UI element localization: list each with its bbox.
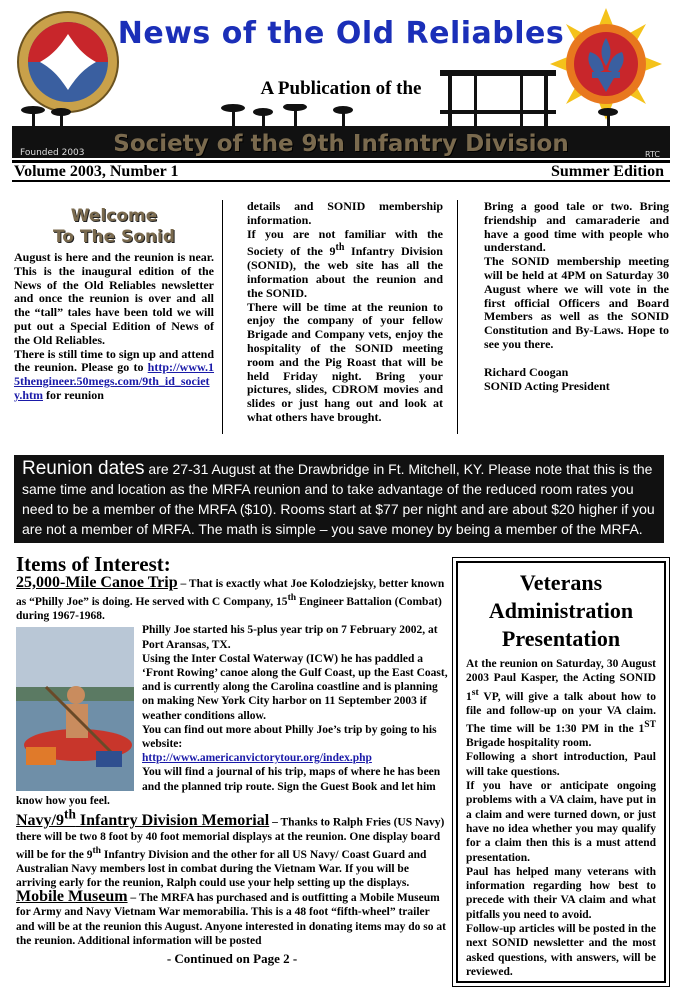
items-heading: Items of Interest:	[16, 552, 171, 576]
welcome-paragraph: There will be time at the reunion to enjoy the company of your fellow Brigade and Company vets, enjoy the hospitality of the SONID meeting room and the Pig Roast that will be held Friday night. Bring your pictures, slides, CDROM movies and slides or just hang out and look at what others have brought.	[247, 299, 443, 424]
mobile-museum-article: Mobile Museum – The MRFA has purchased and is outfitting a Mobile Museum for Army and Navy Vietnam War memorabilia. This is a 48 foot “fifth-wheel” trailer and will be at the reunion this August. Anyone interested in donating items may do so at the reunion. Additional information will be posted	[16, 888, 446, 947]
welcome-column-3	[484, 200, 669, 393]
issue-info-bar	[12, 160, 670, 182]
signature-title: SONID Acting President	[484, 378, 610, 393]
va-presentation-box	[452, 557, 670, 987]
palm-tree-silhouette-art	[12, 104, 670, 128]
welcome-signup-paragraph: There is still time to sign up and attend the reunion. Please go to http://www.15thengineer.50megs.com/9th_id_society.htm for reunion	[14, 346, 215, 402]
navy-memorial-title: Navy/9th Infantry Division Memorial	[16, 807, 270, 830]
column-divider	[222, 200, 223, 434]
canoe-trip-website-link[interactable]: http://www.americanvictorytour.org/index.php	[142, 752, 372, 765]
reunion-dates-bar	[14, 455, 664, 543]
welcome-paragraph: details and SONID membership information.	[247, 199, 443, 227]
artist-initials: RTC	[645, 150, 660, 158]
welcome-column-1	[14, 206, 214, 403]
va-paragraph: At the reunion on Saturday, 30 August 2003 Paul Kasper, the Acting SONID 1st VP, will give a talk about how to file and follow-up on your VA claim. The time will be 1:30 PM in the 1ST Brigade hospitality room.	[466, 658, 656, 750]
newsletter-title: News of the Old Reliables	[117, 16, 565, 51]
newsletter-tagline: A Publication of the	[260, 78, 422, 99]
reunion-website-link[interactable]: http://www.15thengineer.50megs.com/9th_id_society.htm	[14, 360, 215, 402]
edition-label: Summer Edition	[550, 163, 664, 180]
va-presentation-title: Veterans Administration Presentation	[488, 570, 634, 651]
canoe-article-paragraph: You can find out more about Philly Joe’s trip by going to his website:	[142, 723, 437, 751]
continued-note: - Continued on Page 2 -	[166, 951, 298, 967]
va-paragraph: Following a short introduction, Paul will take questions.	[466, 751, 656, 778]
va-paragraph: Follow-up articles will be posted in the next SONID newsletter and the most asked questions, with answers, will be reviewed.	[466, 923, 656, 978]
canoe-article: 25,000-Mile Canoe Trip – That is exactly what Joe Kolodziejsky, better known as “Philly Joe” is doing. He served with C Company, 15th Engineer Battalion (Combat) during 1967-1968.	[16, 574, 445, 623]
va-presentation-body	[466, 657, 656, 979]
items-of-interest-section	[16, 552, 448, 966]
masthead	[12, 8, 670, 158]
va-paragraph: Paul has helped many veterans with information regarding how best to precede with their VA claim and what pitfalls you need to avoid.	[466, 865, 656, 921]
va-paragraph: If you have or anticipate ongoing problems with a VA claim, have put in a claim and were turned down, or just have no idea whether you may qualify for a claim then this is a must attend presentation.	[466, 780, 656, 864]
column-divider	[457, 200, 458, 434]
welcome-paragraph: The SONID membership meeting will be held at 4PM on Saturday 30 August where we will vote in the first official Officers and Board Members as well as the SONID Constitution and By-Laws. Hope to see you there.	[484, 254, 669, 351]
welcome-paragraph: August is here and the reunion is near. This is the inaugural edition of the News of the Old Reliables newsletter and once the reunion is over and all the “tall” tales have been told we will put out a Special Edition of News of the Old Reliables.	[14, 250, 214, 347]
reunion-lead: Reunion dates	[22, 458, 145, 479]
welcome-column-2	[247, 200, 443, 425]
canoe-article-paragraph: Using the Inter Costal Waterway (ICW) he has paddled a ‘Front Rowing’ canoe along the Gulf Coast, up the East Coast, and is currently along the Carolina coastline and is planning on making New York City harbor on 11 September 2003 if weather conditions allow.	[142, 652, 448, 722]
canoe-article-paragraph: You will find a journal of his trip, maps of where he has been and the planned trip route. Sign the Guest Book and let him know how you feel.	[16, 766, 441, 807]
reunion-text: are 27-31 August at the Drawbridge in Ft. Mitchell, KY. Please note that this is the same time and location as the MRFA reunion and to take advantage of the reduced room rates you need to be a member of the MRFA ($10). Rooms start at $77 per night and are about $20 higher if you are not a member of MRFA. The math is simple – you save money by being a member of the MRFA.	[22, 461, 655, 537]
signature-name: Richard Coogan	[484, 364, 569, 379]
canoe-article-paragraph: Philly Joe started his 5-plus year trip on 7 February 2002, at Port Aransas, TX.	[142, 624, 438, 651]
founded-note: Founded 2003	[20, 148, 85, 158]
welcome-paragraph: Bring a good tale or two. Bring friendship and camaraderie and have a good time with people who understand.	[484, 199, 669, 255]
welcome-paragraph: If you are not familiar with the Society of the 9th Infantry Division (SONID), the web site has all the information about the reunion and the SONID.	[247, 226, 443, 300]
guard-tower-silhouette-art	[440, 70, 556, 130]
society-banner	[12, 126, 670, 158]
welcome-heading: Welcome To The Sonid	[52, 206, 176, 247]
society-name: Society of the 9th Infantry Division	[113, 131, 569, 157]
canoe-article-title: 25,000-Mile Canoe Trip	[16, 574, 178, 591]
volume-number: Volume 2003, Number 1	[14, 163, 179, 180]
navy-memorial-article: Navy/9th Infantry Division Memorial – Thanks to Ralph Fries (US Navy) there will be two 8 foot by 40 foot memorial displays at the reunion. One display board will be for the 9th Infantry Division and the other for all US Navy/ Coast Guard and Australian Navy members lost in combat during the Vietnam War. If you will be arriving early for the reunion, Ralph could use your help setting up the displays.	[16, 807, 445, 890]
canoe-paddler-photo	[16, 627, 134, 791]
mobile-museum-title: Mobile Museum	[16, 888, 128, 906]
